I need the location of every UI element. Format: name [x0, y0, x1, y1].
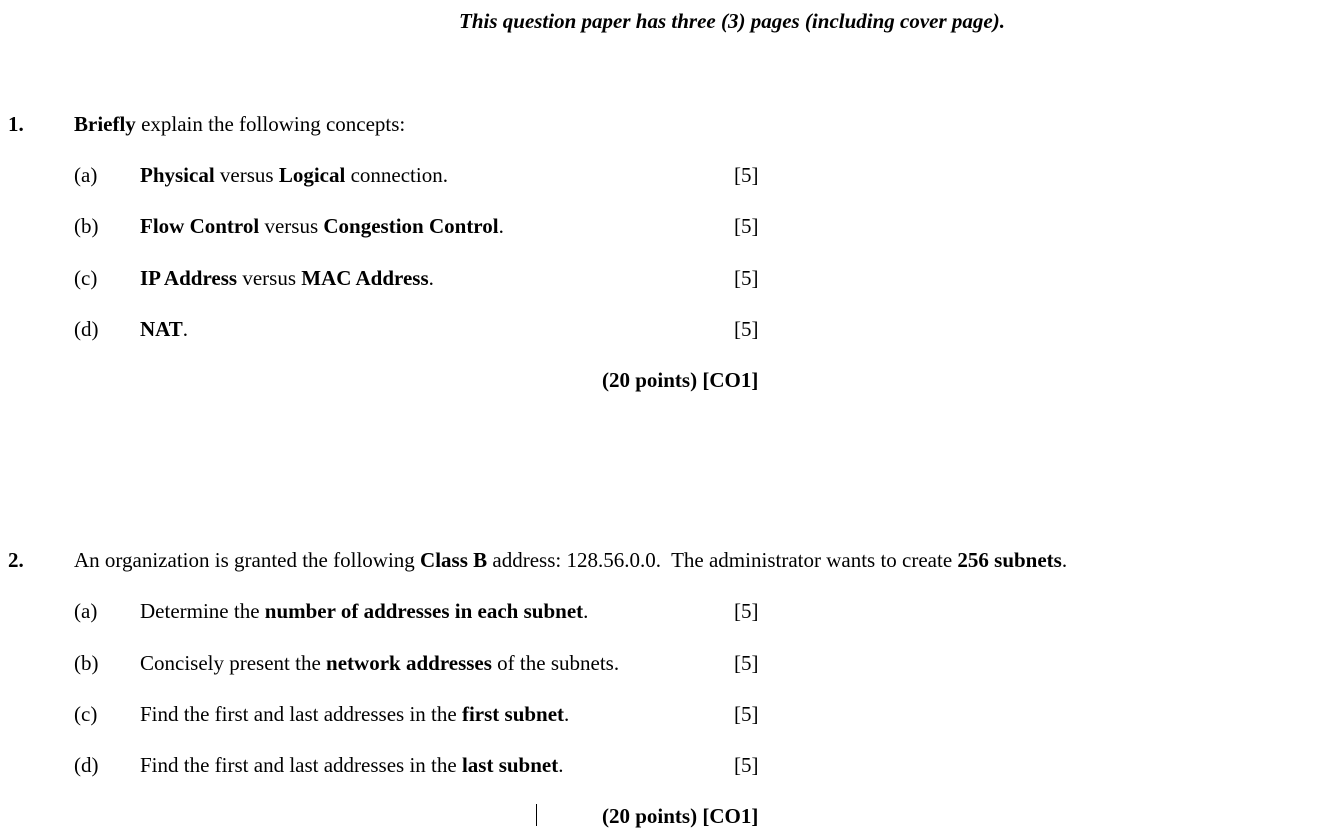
- part-segment: network addresses: [326, 651, 492, 675]
- stem-segment: 256 subnets: [957, 548, 1062, 572]
- part-segment: Logical: [278, 163, 346, 187]
- part-segment: .: [583, 599, 589, 623]
- question-2-part-text: [140, 753, 563, 777]
- question-1-part-label: (c): [74, 266, 98, 290]
- question-2-total: (20 points) [CO1]: [602, 804, 759, 828]
- question-2-stem: [74, 548, 1067, 572]
- part-segment: IP Address: [140, 266, 238, 290]
- question-1-part-label: (d): [74, 317, 99, 341]
- stem-segment: explain the following concepts:: [135, 112, 406, 136]
- part-segment: Physical: [140, 163, 215, 187]
- question-2-part-text: [140, 599, 588, 623]
- stem-segment: Class B: [420, 548, 488, 572]
- question-1-number: 1.: [8, 112, 24, 136]
- part-segment: versus: [259, 214, 324, 238]
- question-2-part-mark: [5]: [734, 702, 759, 726]
- question-1-part-text: [140, 214, 504, 238]
- question-1-part-mark: [5]: [734, 163, 759, 187]
- question-2-part-text: [140, 702, 569, 726]
- part-segment: MAC Address: [301, 266, 429, 290]
- part-segment: Determine the: [140, 599, 265, 623]
- question-2-part-mark: [5]: [734, 753, 759, 777]
- part-segment: .: [564, 702, 570, 726]
- text-cursor: [536, 804, 537, 826]
- question-2-part-label: (c): [74, 702, 98, 726]
- question-2-part-mark: [5]: [734, 599, 759, 623]
- part-segment: Find the first and last addresses in the: [140, 753, 462, 777]
- part-segment: .: [558, 753, 564, 777]
- part-segment: versus: [237, 266, 302, 290]
- stem-segment: address: 128.56.0.0. The administrator wants to create: [487, 548, 958, 572]
- part-segment: last subnet: [461, 753, 559, 777]
- question-2-part-label: (d): [74, 753, 99, 777]
- question-1-part-mark: [5]: [734, 317, 759, 341]
- part-segment: Concisely present the: [140, 651, 327, 675]
- question-2-part-label: (a): [74, 599, 98, 623]
- question-1-part-mark: [5]: [734, 266, 759, 290]
- question-1-part-label: (b): [74, 214, 99, 238]
- part-segment: .: [182, 317, 189, 341]
- question-1-part-mark: [5]: [734, 214, 759, 238]
- part-segment: number of addresses in each subnet: [264, 599, 584, 623]
- part-segment: Congestion Control: [323, 214, 499, 238]
- question-2-number: 2.: [8, 548, 24, 572]
- page-header: This question paper has three (3) pages (including cover page).: [459, 9, 1005, 33]
- question-2-part-mark: [5]: [734, 651, 759, 675]
- part-segment: .: [428, 266, 434, 290]
- stem-segment: An organization is granted the following: [74, 548, 421, 572]
- part-segment: Find the first and last addresses in the: [140, 702, 462, 726]
- part-segment: Flow Control: [140, 214, 260, 238]
- question-1-total: (20 points) [CO1]: [602, 368, 759, 392]
- stem-segment: .: [1061, 548, 1068, 572]
- question-1-part-text: [140, 317, 188, 341]
- part-segment: versus: [214, 163, 279, 187]
- question-2-part-label: (b): [74, 651, 99, 675]
- question-2-part-text: [140, 651, 619, 675]
- question-1-part-text: [140, 266, 434, 290]
- stem-segment: Briefly: [74, 112, 136, 136]
- part-segment: connection.: [345, 163, 448, 187]
- part-segment: first subnet: [461, 702, 565, 726]
- question-1-stem: [74, 112, 405, 136]
- part-segment: NAT: [140, 317, 183, 341]
- question-1-part-label: (a): [74, 163, 98, 187]
- part-segment: of the subnets.: [491, 651, 620, 675]
- question-1-part-text: [140, 163, 448, 187]
- part-segment: .: [498, 214, 504, 238]
